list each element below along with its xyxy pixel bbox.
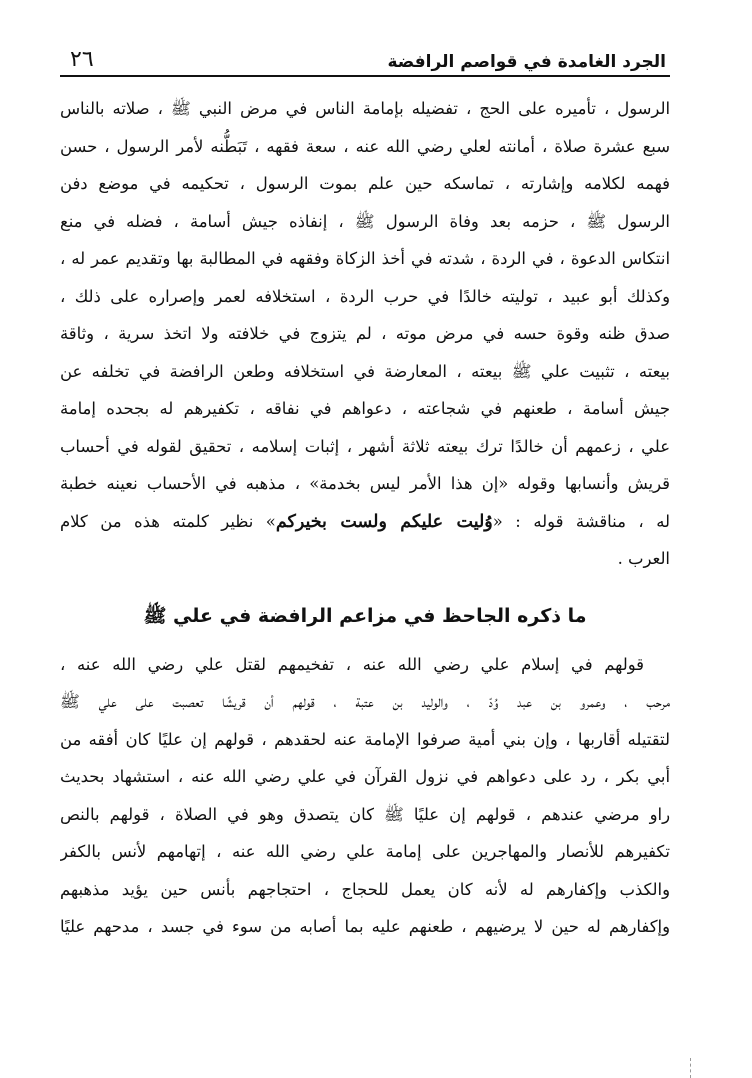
- text-line: وإكفارهم له حين لا يرضيهم ، طعنهم عليه بما أصابه من سوء في جسد ، مدحهم عليًا: [60, 917, 670, 936]
- text-line: انتكاس الدعوة ، في الردة ، شدته في أخذ الزكاة وفقهه في المطالبة بها وتقديم عمر له ،: [60, 249, 670, 268]
- text-line: لتقتيله أقاربها ، وإن بني أمية صرفوا الإمامة عنه لحقدهم ، قولهم إن عليًا كان أفقه من: [60, 729, 670, 749]
- text-line: العرب .: [617, 549, 670, 568]
- text-line: والكذب وإكفارهم له لأنه كان يعمل للحجاج ، احتجاجهم بأنس حين يؤيد مذهبهم: [60, 879, 670, 899]
- quoted-phrase: وُليت عليكم ولست بخيركم: [275, 511, 493, 532]
- text-line: قريش وأنسابها وقوله «إن هذا الأمر ليس بخدمة» ، مذهبه في الأحساب نعينه خطبة: [60, 474, 670, 493]
- text-line-with-quote: [60, 503, 670, 541]
- page-number: ٢٦: [70, 47, 94, 72]
- text-line: راو مرضي عندهم ، قولهم إن عليًا ﷺ كان يتصدق وهو في الصلاة ، قولهم بالنص: [60, 804, 670, 824]
- text-line: علي ، زعمهم أن خالدًا ترك بيعته ثلاثة أشهر ، إثبات إسلامه ، تحقيق لقوله في أحساب: [60, 436, 670, 456]
- running-title: الجرد الغامدة في قواصم الرافضة: [387, 52, 666, 72]
- text-segment: » نظير كلمته هذه من كلام: [60, 511, 276, 531]
- paragraph-2: [60, 646, 670, 946]
- text-line: قولهم في إسلام علي رضي الله عنه ، تفخيمهم لقتل علي رضي الله عنه ،: [60, 654, 644, 674]
- text-line: تكفيرهم للأنصار والمهاجرين على إمامة علي رضي الله عنه ، إتهامهم لأنس بالكفر: [60, 842, 670, 861]
- text-segment: له ، مناقشة قوله : «: [492, 511, 670, 531]
- page-body: [60, 90, 670, 946]
- header-rule: [60, 75, 670, 77]
- text-line: مرحب ، وعمرو بن عبد وُدّ ، والوليد بن عتبة ، قولهم أن قريشًا تعصبت على علي ﷺ: [60, 692, 670, 711]
- text-line: فهمه لكلامه وإشارته ، تماسكه حين علم بموت الرسول ، تحكيمه في موضع دفن: [60, 174, 670, 193]
- text-line: جيش أسامة ، طعنهم في شجاعته ، دعواهم في نفاقه ، تكفيرهم له بجحده إمامة: [60, 399, 670, 418]
- page-header: [60, 38, 670, 72]
- text-line: بيعته ، تثبيت علي ﷺ بيعته ، المعارضة في استخلافه وطعن الرافضة في تخلفه عن: [60, 361, 670, 381]
- paragraph-1: [60, 90, 670, 578]
- text-line: أبي بكر ، رد على دعواهم في نزول القرآن في علي رضي الله عنه ، استشهاد بحديث: [60, 767, 670, 786]
- text-line: سبع عشرة صلاة ، أمانته لعلي رضي الله عنه ، سعة فقهه ، تَبَطُّنه لأمر الرسول ، حسن: [60, 136, 670, 156]
- text-line: صدق ظنه وقوة حسه في مرض موته ، لم يتزوج في خلافته ولا اتخذ سرية ، وثاقة: [60, 324, 670, 343]
- text-line: الرسول ، تأميره على الحج ، تفضيله بإمامة الناس في مرض النبي ﷺ ، صلاته بالناس: [60, 99, 670, 118]
- scan-artifact: [690, 1058, 692, 1078]
- section-heading: ما ذكره الجاحظ في مزاعم الرافضة في علي ﷺ: [143, 604, 587, 627]
- text-line: وكذلك أبو عبيد ، توليته خالدًا في حرب الردة ، استخلافه لعمر وإصراره على ذلك ،: [60, 286, 670, 306]
- text-line: الرسول ﷺ ، حزمه بعد وفاة الرسول ﷺ ، إنفاذه جيش أسامة ، فضله في منع: [60, 211, 670, 231]
